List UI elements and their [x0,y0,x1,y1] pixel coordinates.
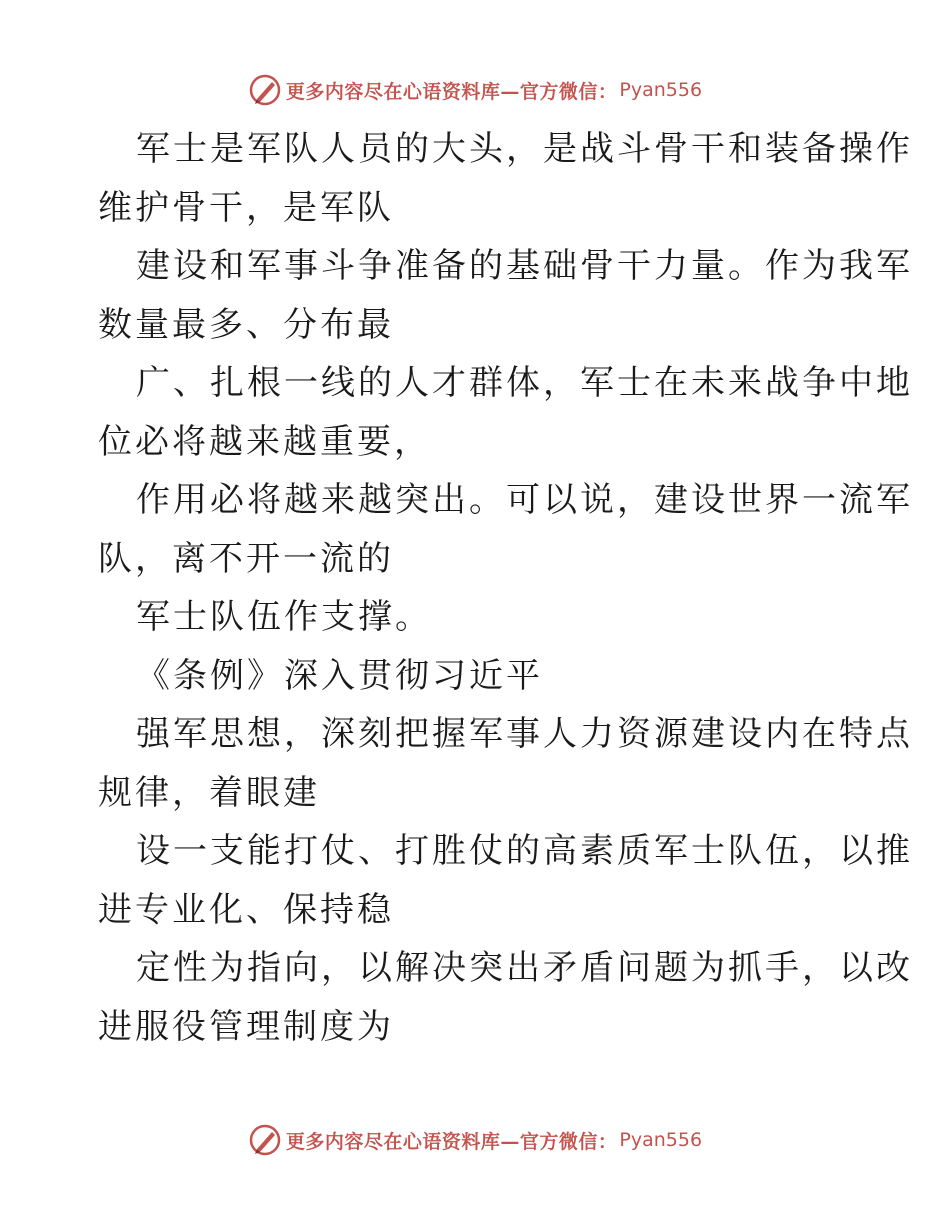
text-line: 《条例》深入贯彻习近平 [136,655,543,696]
text-line: 数量最多、分布最 [98,304,394,345]
pen-seal-icon [248,73,282,107]
text-line: 建设和军事斗争准备的基础骨干力量。作为我军 [136,246,913,286]
footer-wechat-id: Pyan556 [619,1129,703,1151]
text-line: 进服役管理制度为 [98,1006,394,1047]
footer-banner-text: 更多内容尽在心语资料库—官方微信： [285,1130,618,1153]
text-line: 军士队伍作支撑。 [136,597,432,637]
text-line: 位必将越来越重要， [98,421,431,462]
header-banner-text: 更多内容尽在心语资料库—官方微信： [285,80,618,103]
header-banner [0,70,950,110]
header-wechat-id: Pyan556 [619,79,703,101]
document-body [98,120,913,1056]
text-line: 军士是军队人员的大头，是战斗骨干和装备操作 [136,129,913,169]
footer-banner [0,1120,950,1160]
text-line: 设一支能打仗、打胜仗的高素质军士队伍，以推 [136,831,913,871]
text-line: 作用必将越来越突出。可以说，建设世界一流军 [136,480,913,520]
text-line: 进专业化、保持稳 [98,889,394,930]
text-line: 广、扎根一线的人才群体，军士在未来战争中地 [136,363,913,403]
pen-seal-icon [248,1123,282,1157]
text-line: 维护骨干，是军队 [98,187,394,228]
text-line: 队，离不开一流的 [98,538,394,579]
text-line: 规律，着眼建 [98,772,320,813]
text-line: 强军思想，深刻把握军事人力资源建设内在特点 [136,714,913,754]
text-line: 定性为指向，以解决突出矛盾问题为抓手，以改 [136,948,913,988]
